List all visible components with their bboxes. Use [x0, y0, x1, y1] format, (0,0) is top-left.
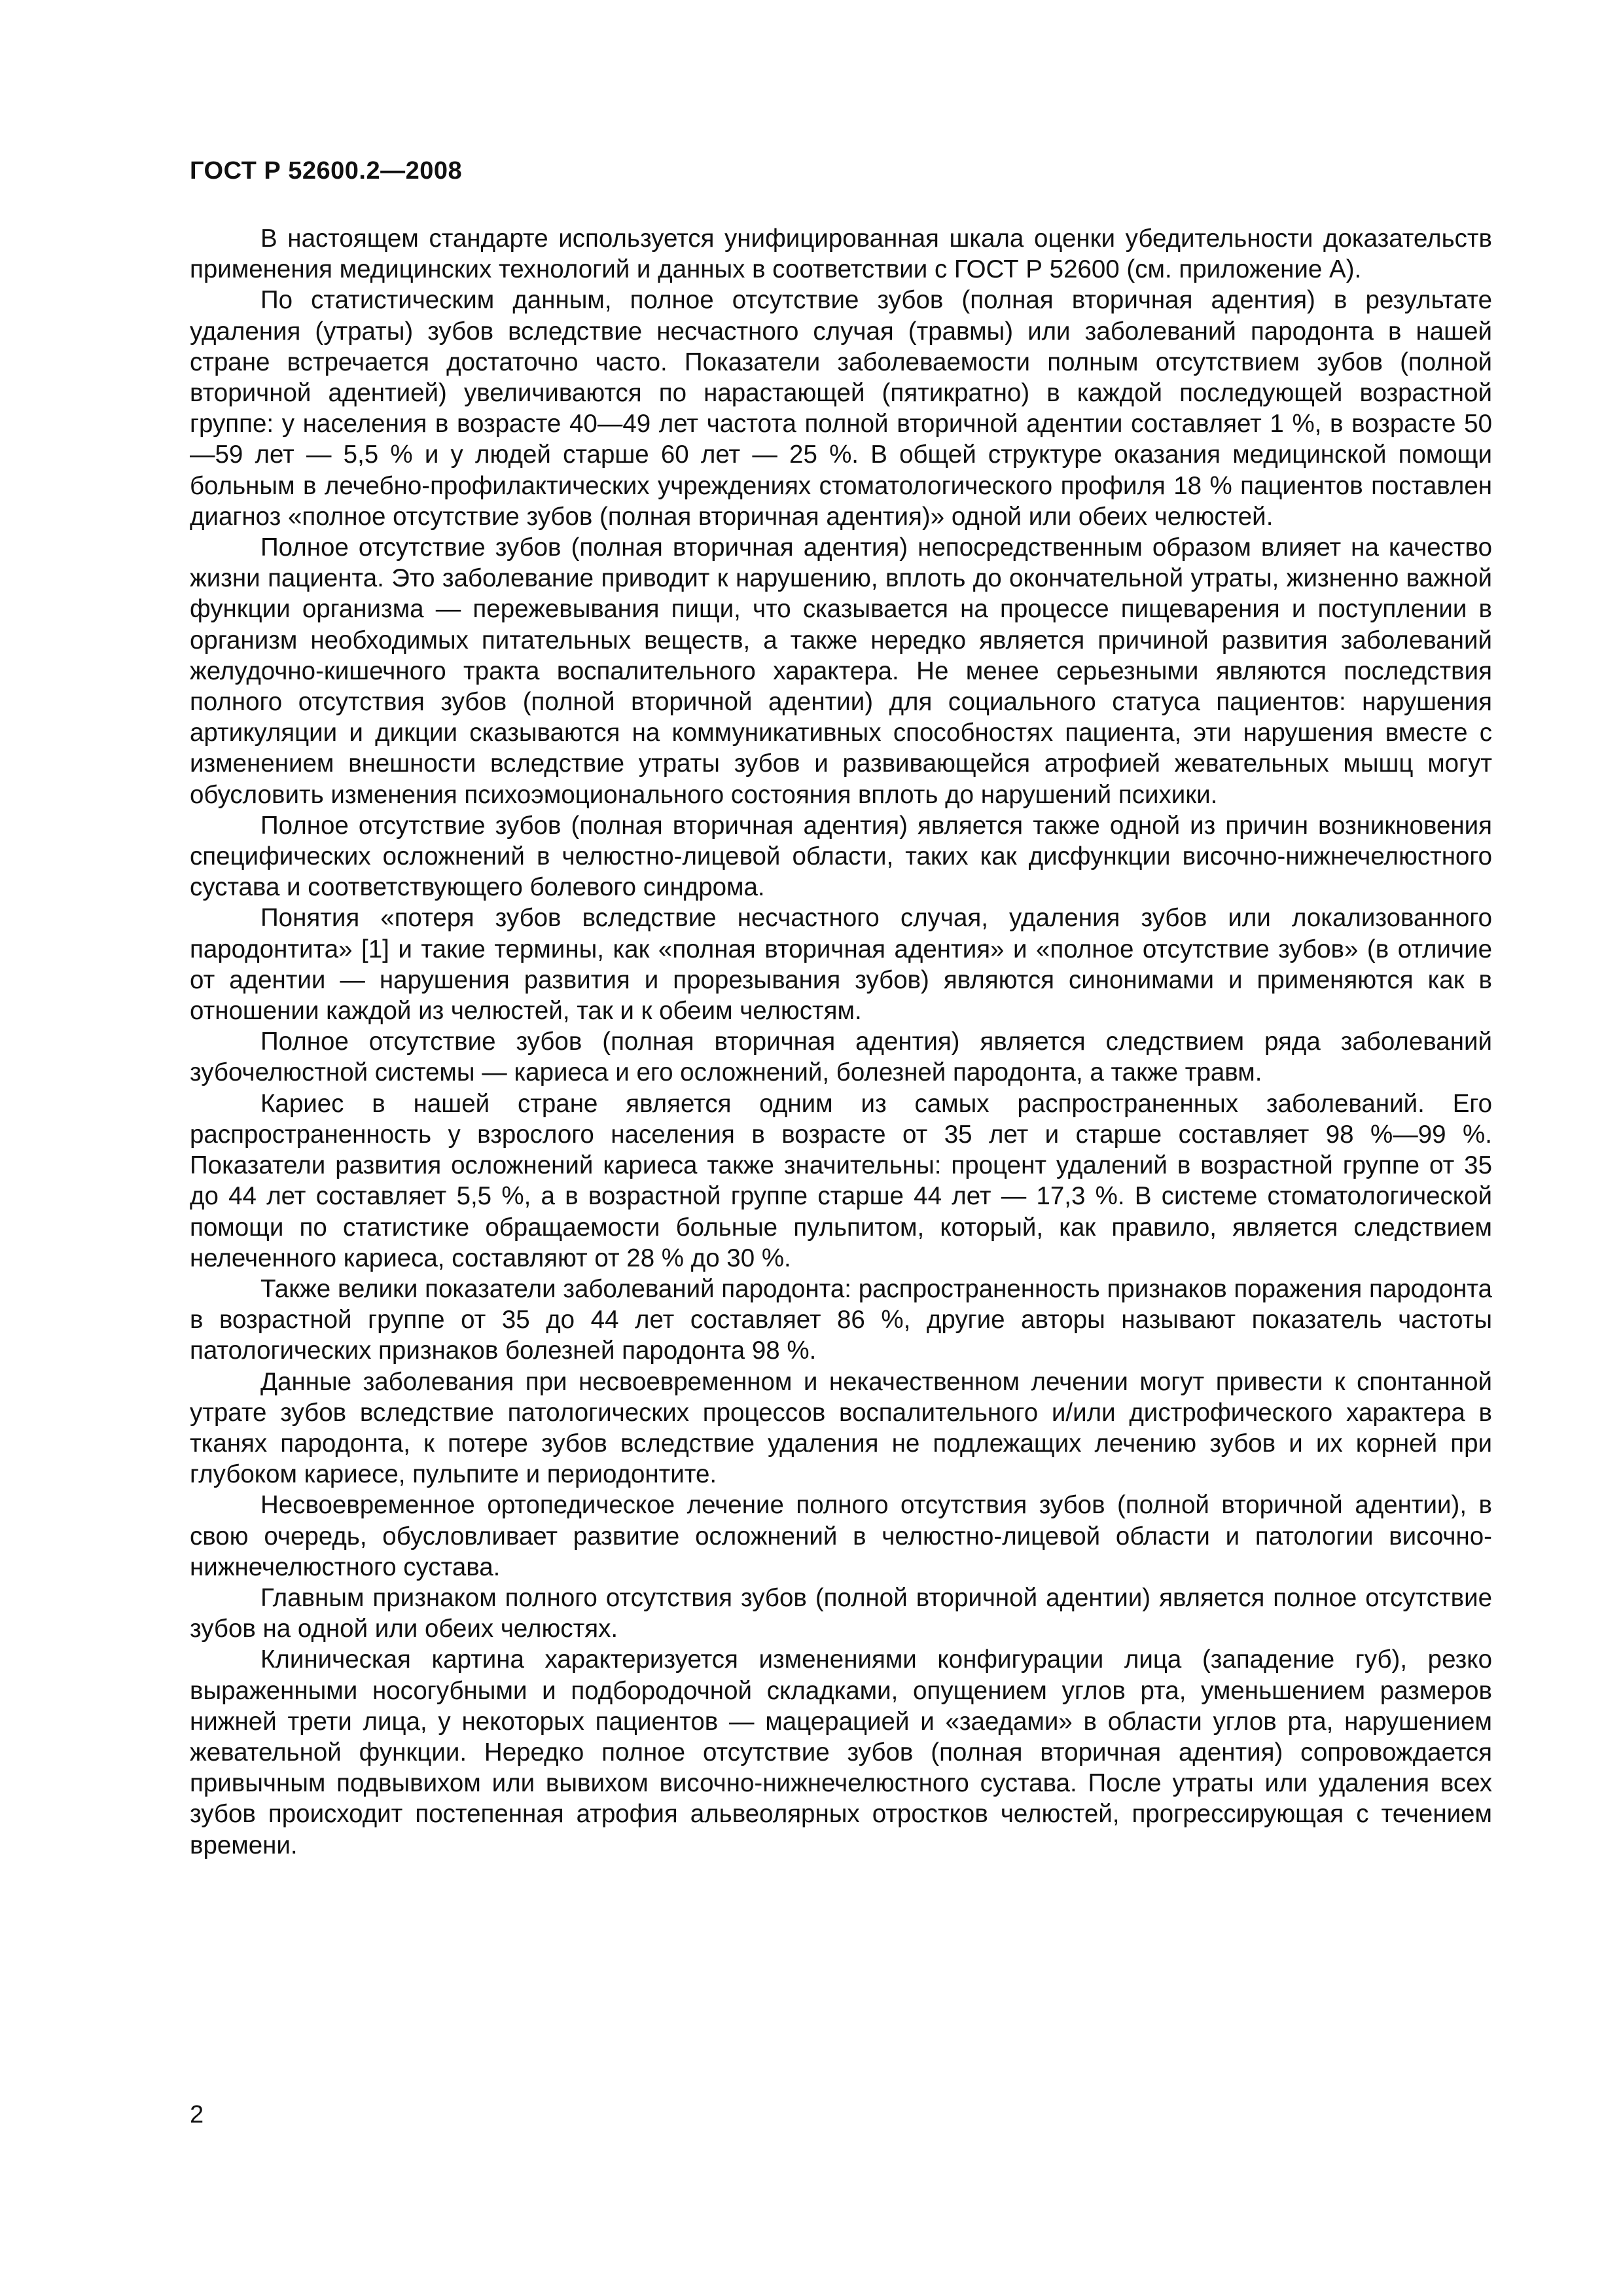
document-header: ГОСТ Р 52600.2—2008 [190, 157, 463, 185]
paragraph: Клиническая картина характеризуется изменениями конфигурации лица (западение губ), резко выраженными носогубными и подбородочной складками, опущением углов рта, уменьшением размеров нижней трети лица, у некоторых пациентов — мацерацией и «заедами» в области углов рта, нарушением жевательной функции. Нередко полное отсутствие зубов (полная вторичная адентия) сопровождается привычным подвывихом или вывихом височно-нижнечелюстного сустава. После утраты или удаления всех зубов происходит постепенная атрофия альвеолярных отростков челюстей, прогрессирующая с течением времени. [190, 1645, 1492, 1859]
paragraph: Кариес в нашей стране является одним из самых распространенных заболеваний. Его распространенность у взрослого населения в возрасте от 35 лет и старше составляет 98 %—99 %. Показатели развития осложнений кариеса также значительны: процент удалений в возрастной группе от 35 до 44 лет составляет 5,5 %, а в возрастной группе старше 44 лет — 17,3 %. В системе стоматологической помощи по статистике обращаемости больные пульпитом, который, как правило, является следствием нелеченного кариеса, составляют от 28 % до 30 %. [190, 1089, 1492, 1272]
paragraph: Понятия «потеря зубов вследствие несчастного случая, удаления зубов или локализованного пародонтита» [1] и такие термины, как «полная вторичная адентия» и «полное отсутствие зубов» (в отличие от адентии — нарушения развития и прорезывания зубов) являются синонимами и применяются как в отношении каждой из челюстей, так и к обеим челюстям. [190, 904, 1492, 1026]
paragraph: По статистическим данным, полное отсутствие зубов (полная вторичная адентия) в результате удаления (утраты) зубов вследствие несчастного случая (травмы) или заболеваний пародонта в нашей стране встречается достаточно часто. Показатели заболеваемости полным отсутствием зубов (полной вторичной адентией) увеличиваются по нарастающей (пятикратно) в каждой последующей возрастной группе: у населения в возрасте 40—49 лет частота полной вторичной адентии составляет 1 %, в возрасте 50—59 лет — 5,5 % и у людей старше 60 лет — 25 %. В общей структуре оказания медицинской помощи больным в лечебно-профилактических учреждениях стоматологического профиля 18 % пациентов поставлен диагноз «полное отсутствие зубов (полная вторичная адентия)» одной или обеих челюстей. [190, 286, 1492, 531]
paragraph: Также велики показатели заболеваний пародонта: распространенность признаков поражения пародонта в возрастной группе от 35 до 44 лет составляет 86 %, другие авторы называют показатель частоты патологических признаков болезней пародонта 98 %. [190, 1274, 1492, 1365]
paragraph: Полное отсутствие зубов (полная вторичная адентия) является следствием ряда заболеваний зубочелюстной системы — кариеса и его осложнений, болезней пародонта, а также травм. [190, 1028, 1492, 1087]
paragraph: Несвоевременное ортопедическое лечение полного отсутствия зубов (полной вторичной адентии), в свою очередь, обусловливает развитие осложнений в челюстно-лицевой области и патологии височно-нижнечелюстного сустава. [190, 1491, 1492, 1581]
paragraph: Полное отсутствие зубов (полная вторичная адентия) непосредственным образом влияет на качество жизни пациента. Это заболевание приводит к нарушению, вплоть до окончательной утраты, жизненно важной функции организма — пережевывания пищи, что сказывается на процессе пищеварения и поступлении в организм необходимых питательных веществ, а также нередко является причиной развития заболеваний желудочно-кишечного тракта воспалительного характера. Не менее серьезными являются последствия полного отсутствия зубов (полной вторичной адентии) для социального статуса пациентов: нарушения артикуляции и дикции сказываются на коммуникативных способностях пациента, эти нарушения вместе с изменением внешности вследствие утраты зубов и развивающейся атрофией жевательных мышц могут обусловить изменения психоэмоционального состояния вплоть до нарушений психики. [190, 533, 1492, 809]
paragraph: В настоящем стандарте используется унифицированная шкала оценки убедительности доказательств применения медицинских технологий и данных в соответствии с ГОСТ Р 52600 (см. приложение А). [190, 224, 1492, 284]
page-number: 2 [190, 2101, 204, 2128]
document-body [190, 223, 1492, 1861]
paragraph: Данные заболевания при несвоевременном и некачественном лечении могут привести к спонтанной утрате зубов вследствие патологических процессов воспалительного и/или дистрофического характера в тканях пародонта, к потере зубов вследствие удаления не подлежащих лечению зубов и их корней при глубоком кариесе, пульпите и периодонтите. [190, 1367, 1492, 1489]
paragraph: Полное отсутствие зубов (полная вторичная адентия) является также одной из причин возникновения специфических осложнений в челюстно-лицевой области, таких как дисфункции височно-нижнечелюстного сустава и соответствующего болевого синдрома. [190, 811, 1492, 902]
paragraph: Главным признаком полного отсутствия зубов (полной вторичной адентии) является полное отсутствие зубов на одной или обеих челюстях. [190, 1583, 1492, 1643]
